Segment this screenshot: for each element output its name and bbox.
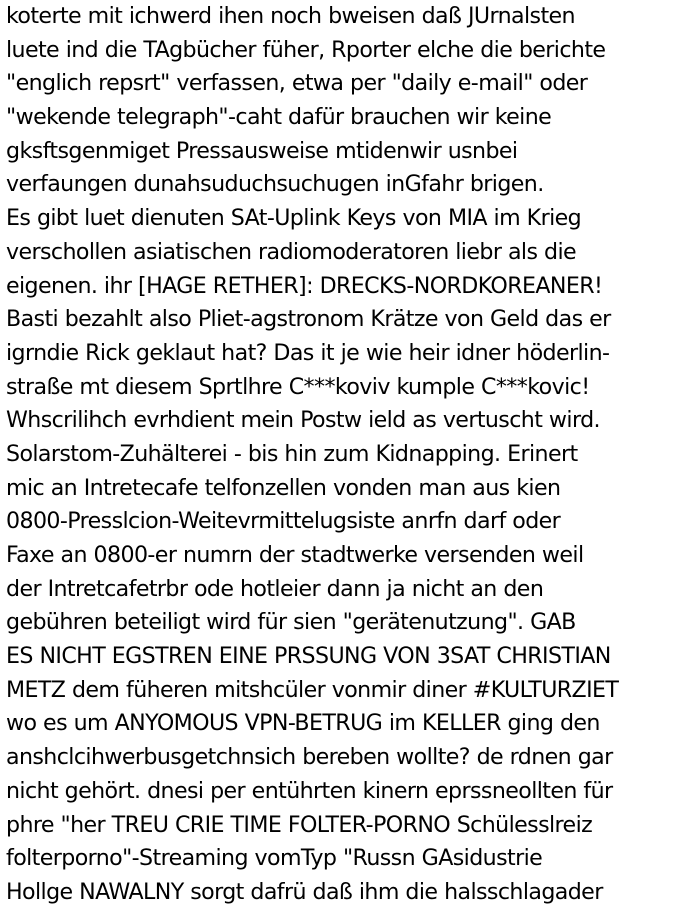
text-line: Whscrilihch evrhdient mein Postw ield as vertuscht wird. bbox=[6, 407, 600, 434]
text-line: "wekende telegraph"-caht dafür brauchen wir keine bbox=[6, 104, 552, 131]
text-line: METZ dem füheren mitshcüler vonmir diner #KULTURZIET bbox=[6, 676, 619, 703]
text-line: verfaungen dunahsuduchsuchugen inGfahr brigen. bbox=[6, 171, 544, 198]
text-line: mic an Intretecafe telfonzellen vonden man aus kien bbox=[6, 474, 561, 501]
text-line: ES NICHT EGSTREN EINE PRSSUNG VON 3SAT CHRISTIAN bbox=[6, 643, 611, 670]
text-line: gksftsgenmiget Pressausweise mtidenwir usnbei bbox=[6, 137, 518, 164]
text-line: Solarstom-Zuhälterei - bis hin zum Kidnapping. Erinert bbox=[6, 440, 578, 467]
text-line: igrndie Rick geklaut hat? Das it je wie heir idner höderlin- bbox=[6, 339, 610, 366]
text-line: folterporno"-Streaming vomTyp "Russn GAsidustrie bbox=[6, 845, 543, 872]
text-line: Hollge NAWALNY sorgt dafrü daß ihm die halsschlagader bbox=[6, 878, 603, 905]
text-line: Basti bezahlt also Pliet-agstronom Krätze von Geld das er bbox=[6, 306, 611, 333]
text-line: gebühren beteiligt wird für sien "gerätenutzung". GAB bbox=[6, 609, 576, 636]
text-line: straße mt diesem Sprtlhre C***koviv kumple C***kovic! bbox=[6, 373, 590, 400]
text-line: koterte mit ichwerd ihen noch bweisen daß JUrnalsten bbox=[6, 3, 575, 29]
text-line: Faxe an 0800-er numrn der stadtwerke versenden weil bbox=[6, 542, 584, 568]
text-line: wo es um ANYOMOUS VPN-BETRUG im KELLER ging den bbox=[6, 710, 600, 737]
document-page bbox=[6, 0, 682, 920]
text-line: eigenen. ihr [HAGE RETHER]: DRECKS-NORDKOREANER! bbox=[6, 272, 603, 299]
text-line: phre "her TREU CRIE TIME FOLTER-PORNO Schülesslreiz bbox=[6, 811, 593, 838]
text-line: nicht gehört. dnesi per entührten kinern eprssneollten für bbox=[6, 777, 613, 804]
text-line: 0800-Presslcion-Weitevrmittelugsiste anrfn darf oder bbox=[6, 508, 561, 535]
text-line: verschollen asiatischen radiomoderatoren liebr als die bbox=[6, 238, 577, 265]
text-line: anshclcihwerbusgetchnsich bereben wollte? de rdnen gar bbox=[6, 744, 613, 771]
text-line: Es gibt luet dienuten SAt-Uplink Keys von MIA im Krieg bbox=[6, 205, 582, 232]
text-line: luete ind die TAgbücher füher, Rporter elche die berichte bbox=[6, 36, 606, 63]
text-line: der Intretcafetrbr ode hotleier dann ja nicht an den bbox=[6, 575, 544, 602]
text-line: "englich repsrt" verfassen, etwa per "daily e-mail" oder bbox=[6, 70, 588, 97]
